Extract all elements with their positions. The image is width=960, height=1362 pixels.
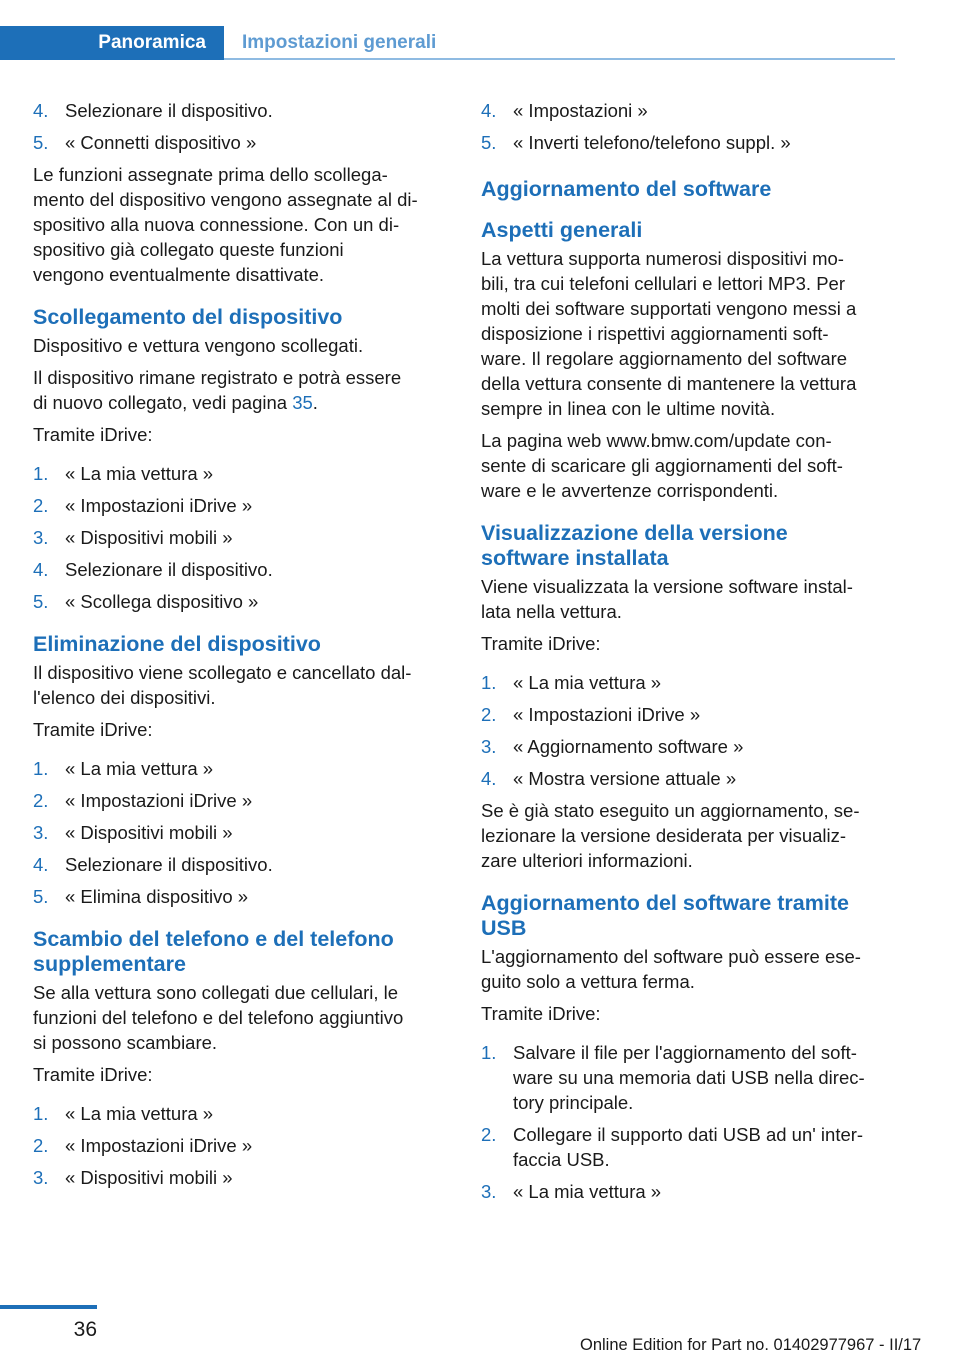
paragraph-disconnect-1: Dispositivo e vettura vengono scollegati. (33, 335, 364, 356)
list-item-text: « Aggiornamento software » (513, 736, 744, 757)
list-item-number: 3. (481, 736, 497, 757)
list-item-number: 5. (481, 132, 497, 153)
footer-divider (0, 1305, 97, 1309)
list-item (481, 702, 896, 727)
list-item (481, 766, 896, 791)
list-item-number: 1. (481, 1042, 497, 1063)
list-item-text: Collegare il supporto dati USB ad un' inter- faccia USB. (513, 1124, 864, 1170)
list-item-text: « La mia vettura » (65, 463, 214, 484)
list-item (33, 493, 448, 518)
list-item (33, 525, 448, 550)
paragraph-disconnect-2-text: Il dispositivo rimane registrato e potrà essere di nuovo collegato, vedi pagina (33, 367, 402, 413)
list-item-number: 4. (33, 854, 49, 875)
list-item-number: 1. (481, 672, 497, 693)
steps-disconnect (33, 461, 448, 614)
list-item-number: 2. (33, 495, 49, 516)
steps-swap (33, 1101, 448, 1190)
list-item-number: 1. (33, 758, 49, 779)
list-item (33, 852, 448, 877)
list-item-number: 2. (33, 1135, 49, 1156)
list-item-number: 5. (33, 886, 49, 907)
tramite-idrive-2: Tramite iDrive: (33, 719, 153, 740)
list-item (481, 1040, 896, 1115)
heading-software-update: Aggiornamento del software (481, 177, 772, 201)
list-item-number: 1. (33, 1103, 49, 1124)
list-item-number: 4. (481, 100, 497, 121)
list-item-number: 1. (33, 463, 49, 484)
paragraph-general-2: La pagina web www.bmw.com/update con- sente di scaricare gli aggiornamenti del soft- ware e le avvertenze corrispondenti. (481, 430, 843, 501)
paragraph-functions: Le funzioni assegnate prima dello scollega- mento del dispositivo vengono assegnate al di- spositivo alla nuova connessione. Con un di- spositivo già collegato queste funzioni vengono eventualmente disattivate. (33, 164, 418, 285)
page-header (0, 26, 895, 62)
list-item (33, 98, 448, 123)
list-item-text: Selezionare il dispositivo. (65, 559, 273, 580)
paragraph-version-2: Se è già stato eseguito un aggiornamento, se- lezionare la versione desiderata per visualiz- zare ulteriori informazioni. (481, 800, 860, 871)
list-item (33, 884, 448, 909)
list-item-number: 3. (33, 1167, 49, 1188)
list-item-number: 5. (33, 591, 49, 612)
steps-connect (33, 98, 448, 155)
list-item (33, 1101, 448, 1126)
left-column (33, 98, 448, 1197)
right-column (481, 98, 896, 1211)
list-item (33, 557, 448, 582)
heading-usb: Aggiornamento del software tramite USB (481, 891, 849, 940)
heading-delete: Eliminazione del dispositivo (33, 632, 321, 656)
list-item (481, 1122, 896, 1172)
heading-general: Aspetti generali (481, 218, 643, 242)
list-item (33, 788, 448, 813)
list-item-text: « Mostra versione attuale » (513, 768, 737, 789)
paragraph-disconnect-2-end: . (312, 392, 318, 413)
list-item-text: « Impostazioni iDrive » (513, 704, 701, 725)
heading-disconnect: Scollegamento del dispositivo (33, 305, 343, 329)
list-item-text: « Connetti dispositivo » (65, 132, 257, 153)
tab-panoramica[interactable]: Panoramica (0, 26, 224, 60)
page-number: 36 (73, 1318, 97, 1341)
tramite-idrive-r1: Tramite iDrive: (481, 633, 601, 654)
list-item-text: « Dispositivi mobili » (65, 1167, 233, 1188)
tramite-idrive-1: Tramite iDrive: (33, 424, 153, 445)
header-divider (224, 58, 895, 60)
paragraph-disconnect-2 (33, 365, 448, 415)
list-item-text: Selezionare il dispositivo. (65, 854, 273, 875)
list-item (33, 1165, 448, 1190)
edition-note: Online Edition for Part no. 01402977967 - II/17 (580, 1336, 922, 1354)
list-item-number: 2. (481, 1124, 497, 1145)
list-item-text: « La mia vettura » (513, 672, 662, 693)
list-item-text: « Impostazioni iDrive » (65, 790, 253, 811)
list-item-text: « La mia vettura » (65, 1103, 214, 1124)
steps-usb (481, 1040, 896, 1204)
tab-impostazioni-generali[interactable]: Impostazioni generali (242, 32, 437, 53)
list-item (481, 734, 896, 759)
list-item (33, 1133, 448, 1158)
list-item (33, 756, 448, 781)
list-item (481, 98, 896, 123)
list-item-text: Salvare il file per l'aggiornamento del soft- ware su una memoria dati USB nella direc- tory principale. (513, 1042, 865, 1113)
paragraph-delete: Il dispositivo viene scollegato e cancellato dal- l'elenco dei dispositivi. (33, 662, 412, 708)
list-item (481, 1179, 896, 1204)
paragraph-general-1: La vettura supporta numerosi dispositivi mo- bili, tra cui telefoni cellulari e lettori MP3. Per molti dei software supportati vengono messi a disposizione i rispettivi aggiornamenti soft- ware. Il regolare aggiornamento del software della vettura consente di mantenere la vettura sempre in linea con le ultime novità. (481, 248, 857, 419)
list-item-number: 3. (33, 822, 49, 843)
list-item-number: 4. (33, 100, 49, 121)
list-item-number: 3. (481, 1181, 497, 1202)
list-item-number: 4. (33, 559, 49, 580)
list-item-text: Selezionare il dispositivo. (65, 100, 273, 121)
list-item (33, 130, 448, 155)
list-item-text: « Dispositivi mobili » (65, 527, 233, 548)
list-item-text: « Impostazioni » (513, 100, 648, 121)
list-item-text: « Impostazioni iDrive » (65, 495, 253, 516)
list-item (33, 820, 448, 845)
paragraph-version: Viene visualizzata la versione software instal- lata nella vettura. (481, 576, 853, 622)
paragraph-usb: L'aggiornamento del software può essere ese- guito solo a vettura ferma. (481, 946, 861, 992)
list-item-text: « Impostazioni iDrive » (65, 1135, 253, 1156)
list-item-text: « Elimina dispositivo » (65, 886, 249, 907)
heading-version: Visualizzazione della versione software installata (481, 521, 788, 570)
steps-swap-cont (481, 98, 896, 155)
tramite-idrive-3: Tramite iDrive: (33, 1064, 153, 1085)
heading-swap: Scambio del telefono e del telefono supplementare (33, 927, 394, 976)
list-item (33, 589, 448, 614)
list-item-text: « La mia vettura » (65, 758, 214, 779)
list-item-text: « Inverti telefono/telefono suppl. » (513, 132, 791, 153)
list-item-text: « La mia vettura » (513, 1181, 662, 1202)
list-item-text: « Scollega dispositivo » (65, 591, 259, 612)
list-item (481, 670, 896, 695)
steps-delete (33, 756, 448, 909)
list-item-text: « Dispositivi mobili » (65, 822, 233, 843)
list-item-number: 3. (33, 527, 49, 548)
list-item-number: 5. (33, 132, 49, 153)
paragraph-swap: Se alla vettura sono collegati due cellulari, le funzioni del telefono e del telefono aggiuntivo si possono scambiare. (33, 982, 404, 1053)
list-item-number: 4. (481, 768, 497, 789)
page-link-35[interactable]: 35 (292, 392, 313, 413)
steps-version (481, 670, 896, 791)
list-item (481, 130, 896, 155)
list-item-number: 2. (33, 790, 49, 811)
tramite-idrive-r2: Tramite iDrive: (481, 1003, 601, 1024)
list-item-number: 2. (481, 704, 497, 725)
list-item (33, 461, 448, 486)
